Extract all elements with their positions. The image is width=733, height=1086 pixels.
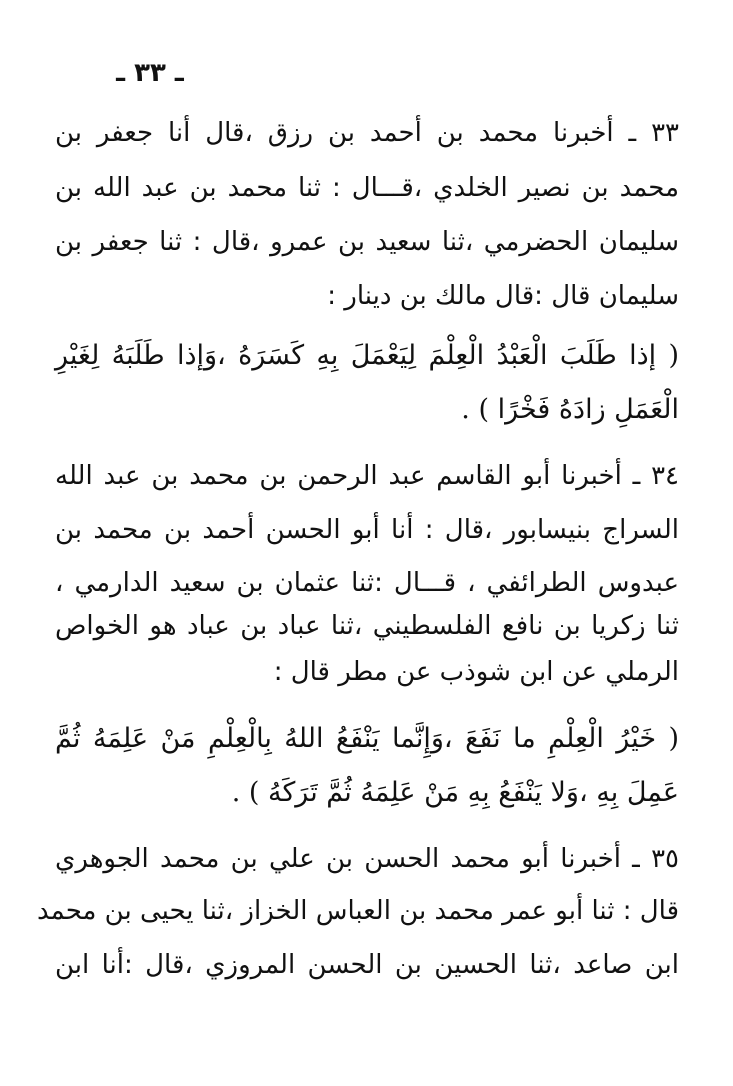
- quote-line: ( خَيْرُ الْعِلْمِ ما نَفَعَ ،وَإِنَّما يَنْفَعُ اللهُ بِالْعِلْمِ مَنْ عَلِمَهُ ثُمَّ: [55, 723, 679, 754]
- text-line: محمد بن نصير الخلدي ،قـــال : ثنا محمد بن عبد الله بن: [55, 173, 679, 203]
- text-line: الرملي عن ابن شوذب عن مطر قال :: [273, 657, 679, 687]
- quote-line: الْعَمَلِ زادَهُ فَخْرًا ) .: [461, 394, 679, 425]
- text-line: ٣٥ ـ أخبرنا أبو محمد الحسن بن علي بن محمد الجوهري: [55, 844, 679, 874]
- text-line: ثنا زكريا بن نافع الفلسطيني ،ثنا عباد بن عباد هو الخواص: [55, 611, 679, 641]
- text-line: قال : ثنا أبو عمر محمد بن العباس الخزاز ،ثنا يحيى بن محمد: [37, 896, 679, 926]
- text-line: سليمان الحضرمي ،ثنا سعيد بن عمرو ،قال : ثنا جعفر بن: [55, 227, 679, 257]
- text-line: ٣٣ ـ أخبرنا محمد بن أحمد بن رزق ،قال أنا جعفر بن: [55, 118, 679, 148]
- quote-line: عَمِلَ بِهِ ،وَلا يَنْفَعُ بِهِ مَنْ عَلِمَهُ ثُمَّ تَرَكَهُ ) .: [231, 777, 679, 808]
- text-line: عبدوس الطرائفي ، قـــال :ثنا عثمان بن سعيد الدارمي ،: [55, 568, 679, 598]
- text-line: السراج بنيسابور ،قال : أنا أبو الحسن أحمد بن محمد بن: [55, 515, 679, 545]
- text-line: سليمان قال :قال مالك بن دينار :: [327, 281, 679, 311]
- text-line: ٣٤ ـ أخبرنا أبو القاسم عبد الرحمن بن محمد بن عبد الله: [55, 461, 679, 491]
- page-number: ـ ٣٣ ـ: [116, 58, 184, 88]
- text-line: ابن صاعد ،ثنا الحسين بن الحسن المروزي ،قال :أنا ابن: [55, 950, 679, 980]
- quote-line: ( إذا طَلَبَ الْعَبْدُ الْعِلْمَ لِيَعْمَلَ بِهِ كَسَرَهُ ،وَإذا طَلَبَهُ لِغَيْرِ: [55, 340, 679, 371]
